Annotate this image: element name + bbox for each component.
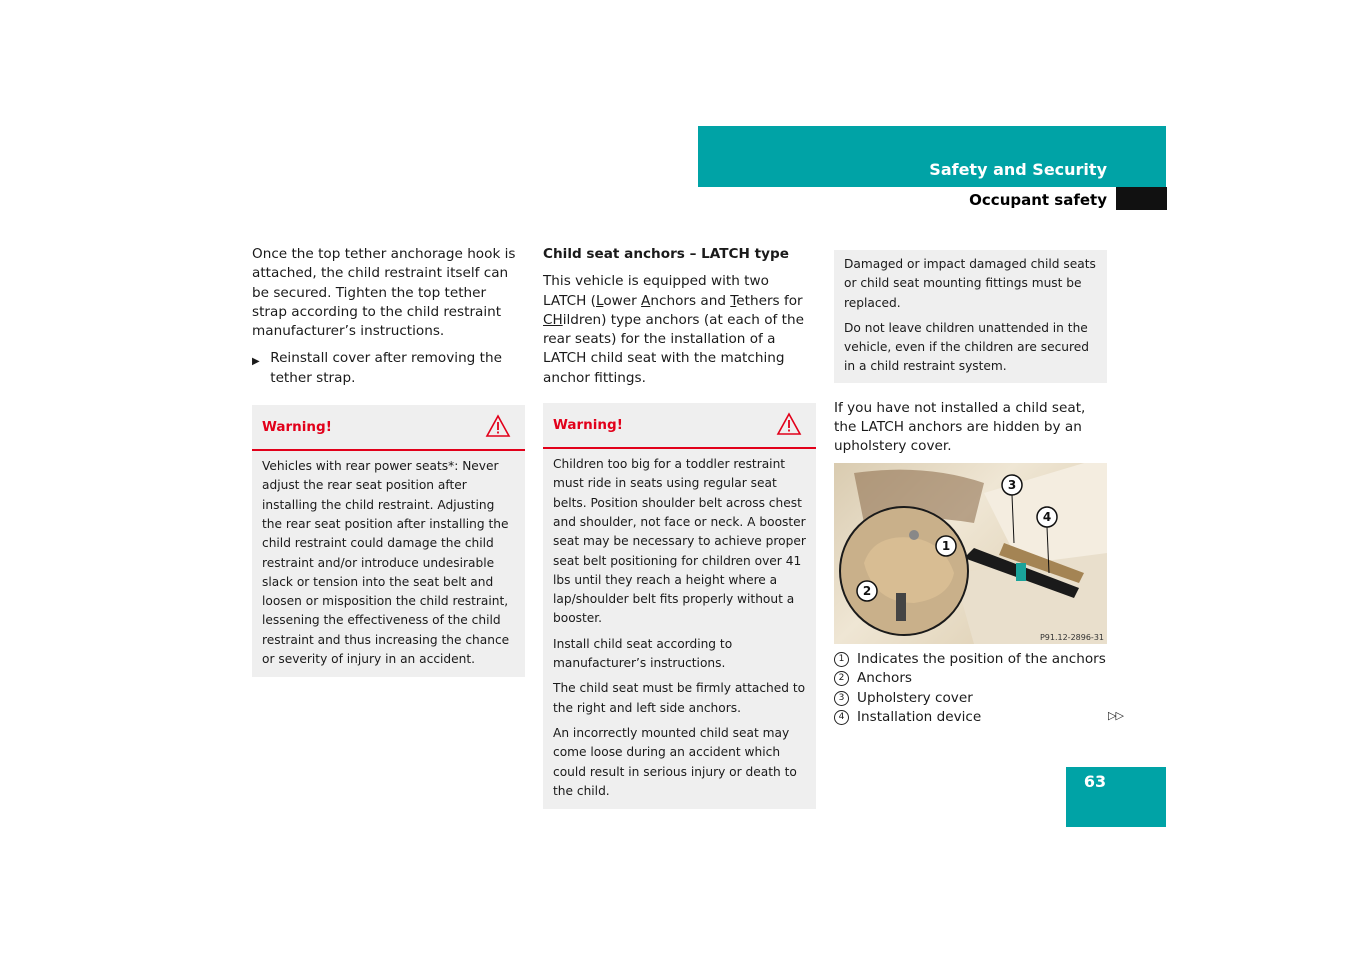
warning-text-2: Install child seat according to manufacturer’s instructions. xyxy=(553,636,733,671)
warning-triangle-icon xyxy=(776,412,802,436)
page-number: 63 xyxy=(1083,772,1107,791)
legend-number: 2 xyxy=(834,671,849,686)
legend-text: Upholstery cover xyxy=(857,689,973,706)
latch-anchor-illustration xyxy=(834,463,1107,644)
seat-illustration xyxy=(834,463,1107,644)
latch-paragraph: This vehicle is equipped with two LATCH (Lower Anchors and Tethers for CHildren) type anchors (at each of the rear seats) for the installation of a LATCH child seat with the matching anchor fittings. xyxy=(543,273,804,386)
legend-item xyxy=(834,708,1106,727)
intro-paragraph: Once the top tether anchorage hook is attached, the child restraint itself can be secured. Tighten the top tether strap according to the child restraint manufacturer’s instructions. xyxy=(252,246,516,340)
figure-legend xyxy=(834,650,1106,727)
column-middle xyxy=(543,245,816,809)
legend-number: 3 xyxy=(834,691,849,706)
instruction-bullet xyxy=(252,349,525,388)
warning-body xyxy=(543,449,816,809)
warning-title: Warning! xyxy=(553,417,623,434)
note-text-2: Do not leave children unattended in the vehicle, even if the children are secured in a child restraint system. xyxy=(844,320,1089,374)
bullet-text: Reinstall cover after removing the tether strap. xyxy=(270,350,502,386)
warning-box xyxy=(252,405,525,677)
svg-text:3: 3 xyxy=(1007,478,1017,492)
svg-text:2: 2 xyxy=(862,584,872,598)
legend-item xyxy=(834,669,1106,688)
warning-box xyxy=(543,403,816,809)
column-right xyxy=(834,250,1107,457)
warning-text-3: The child seat must be firmly attached to the right and left side anchors. xyxy=(553,681,806,715)
legend-number: 1 xyxy=(834,652,849,667)
svg-text:4: 4 xyxy=(1042,510,1052,524)
warning-triangle-icon xyxy=(485,414,511,438)
column-left xyxy=(252,245,525,677)
note-text-1: Damaged or impact damaged child seats or child seat mounting fittings must be replaced. xyxy=(844,257,1096,310)
latch-heading: Child seat anchors – LATCH type xyxy=(543,246,789,262)
warning-header xyxy=(252,405,525,451)
warning-body xyxy=(252,451,525,677)
cover-paragraph: If you have not installed a child seat, the LATCH anchors are hidden by an upholstery cover. xyxy=(834,399,1086,455)
svg-text:1: 1 xyxy=(941,539,951,553)
warning-text: Vehicles with rear power seats*: Never adjust the rear seat position after installing the child restraint. Adjusting the rear seat position after installing the child restraint could damage the child restraint and/or introduce undesirable slack or tension into the seat belt and loosen or misposition the child restraint, lessening the effectiveness of the child restraint and thus increasing the chance or severity of injury in an accident. xyxy=(262,459,510,667)
bullet-arrow-icon: ▶ xyxy=(252,356,260,368)
figure-code: P91.12-2896-31 xyxy=(1039,633,1104,642)
note-box xyxy=(834,250,1107,383)
subsection-title: Occupant safety xyxy=(969,191,1107,209)
legend-text: Indicates the position of the anchors xyxy=(857,651,1106,667)
section-title: Safety and Security xyxy=(929,160,1107,179)
legend-text: Anchors xyxy=(857,670,912,687)
warning-text-1: Children too big for a toddler restraint must ride in seats using regular seat belts. Position shoulder belt across chest and shoulder, not face or neck. A booster seat may be necessary to achieve proper seat belt positioning for children over 41 lbs until they reach a height where a lap/shoulder belt fits properly without a booster. xyxy=(553,457,806,626)
warning-text-4: An incorrectly mounted child seat may come loose during an accident which could result in serious injury or death to the child. xyxy=(553,725,797,798)
continue-arrows-icon: ▷▷ xyxy=(1108,709,1123,722)
section-tab-marker xyxy=(1116,187,1167,210)
legend-number: 4 xyxy=(834,710,849,725)
warning-title: Warning! xyxy=(262,419,332,436)
warning-header xyxy=(543,403,816,449)
legend-item xyxy=(834,689,1106,708)
legend-text: Installation device xyxy=(857,708,982,725)
legend-item xyxy=(834,650,1106,669)
